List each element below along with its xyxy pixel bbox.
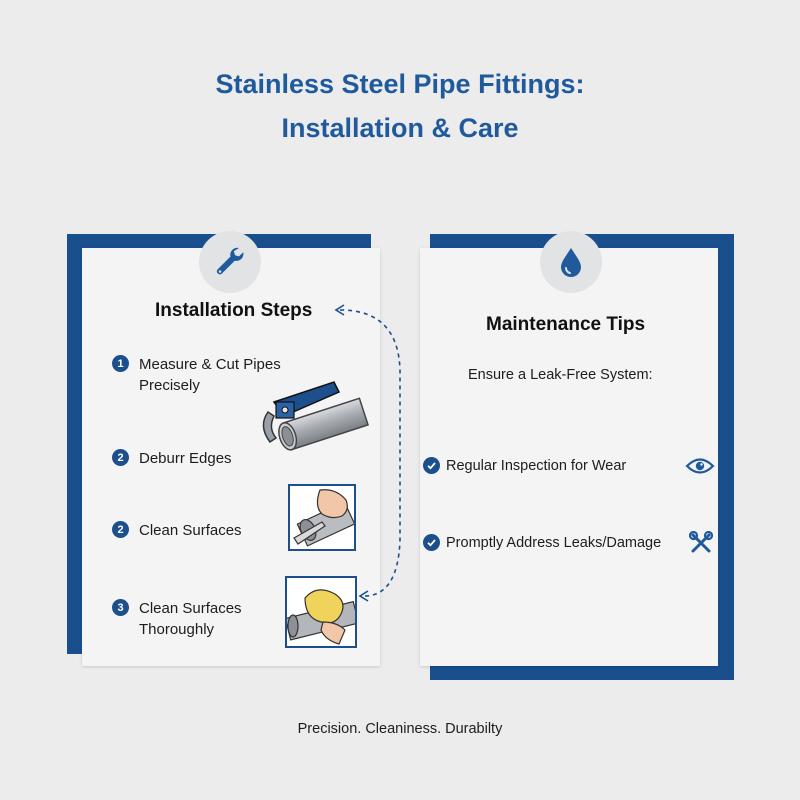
page-title-line-2: Installation & Care	[281, 113, 519, 143]
installation-step	[112, 448, 232, 469]
maintenance-subtitle: Ensure a Leak-Free System:	[468, 367, 653, 383]
footer-tagline: Precision. Cleaniness. Durabilty	[297, 721, 503, 737]
maintenance-heading: Maintenance Tips	[486, 314, 646, 335]
installation-step	[112, 520, 242, 541]
page-title	[0, 62, 800, 150]
step-number-badge: 1	[112, 355, 129, 372]
installation-step	[112, 598, 279, 640]
step-number-badge: 2	[112, 521, 129, 538]
step-text: Deburr Edges	[139, 450, 232, 467]
step-text: Clean Surfaces	[139, 522, 242, 539]
wrench-icon	[212, 244, 248, 280]
maintenance-tip	[423, 457, 626, 474]
eye-icon	[685, 457, 715, 475]
step-number-badge: 3	[112, 599, 129, 616]
tip-text: Regular Inspection for Wear	[446, 457, 627, 474]
installation-heading: Installation Steps	[155, 300, 313, 321]
water-drop-icon	[554, 245, 588, 279]
maintenance-tip	[423, 534, 661, 551]
check-icon	[423, 457, 440, 474]
check-icon	[423, 534, 440, 551]
installation-badge	[199, 231, 261, 293]
connector-arrow	[330, 300, 420, 605]
step-text: Clean Surfaces Thoroughly	[139, 600, 242, 638]
page-title-line-1: Stainless Steel Pipe Fittings:	[215, 69, 585, 99]
step-number-badge: 2	[112, 449, 129, 466]
tip-text: Promptly Address Leaks/Damage	[446, 534, 662, 551]
maintenance-badge	[540, 231, 602, 293]
tools-icon	[689, 531, 713, 555]
step-text: Measure & Cut Pipes Precisely	[139, 356, 281, 394]
